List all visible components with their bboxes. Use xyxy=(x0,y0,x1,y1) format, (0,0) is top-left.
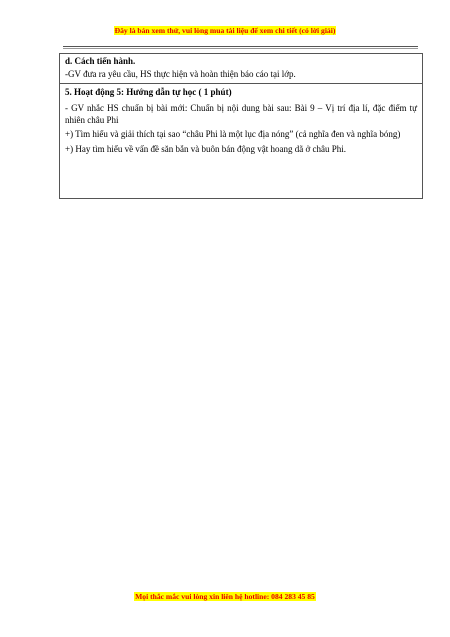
section-d-cell xyxy=(60,54,422,83)
section-5-heading: 5. Hoạt động 5: Hướng dẫn tự học ( 1 phút) xyxy=(65,87,232,98)
section-5-item: +) Tìm hiểu và giải thích tại sao “châu Phi là một lục địa nóng” (cả nghĩa đen và nghĩa bóng) xyxy=(65,129,401,140)
content-table xyxy=(59,53,423,199)
section-d-heading: d. Cách tiến hành. xyxy=(65,56,136,66)
hotline-text: Mọi thắc mắc vui lòng xin liên hệ hotline: 084 283 45 85 xyxy=(135,592,315,601)
section-5-cell xyxy=(60,83,422,198)
header-divider xyxy=(63,46,418,49)
section-d-text: -GV đưa ra yêu cầu, HS thực hiện và hoàn thiện báo cáo tại lớp. xyxy=(65,68,296,79)
preview-notice-text: Đây là bản xem thử, vui lòng mua tài liệu để xem chi tiết (có lời giải) xyxy=(114,26,336,35)
hotline-banner xyxy=(0,592,450,601)
preview-notice-banner xyxy=(0,26,450,35)
section-5-item: - GV nhắc HS chuẩn bị bài mới: Chuẩn bị nội dung bài sau: Bài 9 – Vị trí địa lí, đặc điểm tự nhiên châu Phi xyxy=(65,103,417,125)
section-5-item: +) Hay tìm hiểu về vấn đề săn bắn và buôn bán động vật hoang dã ở châu Phi. xyxy=(65,144,347,155)
